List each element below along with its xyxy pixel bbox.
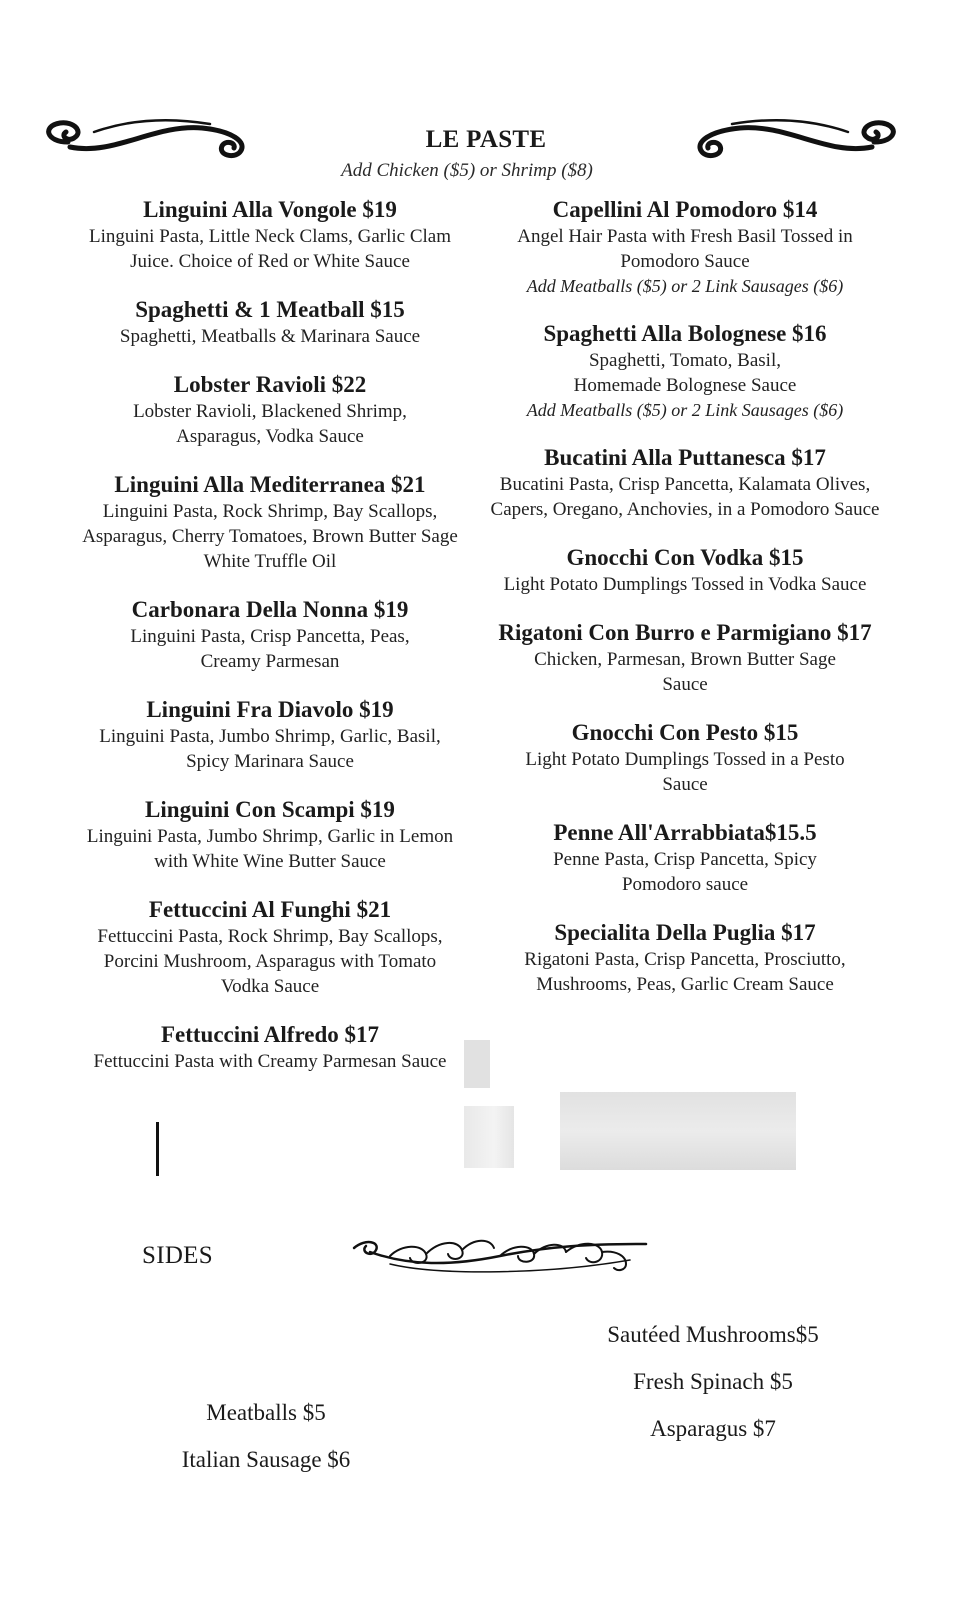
menu-item-description: Spaghetti, Meatballs & Marinara Sauce	[119, 326, 421, 347]
menu-item	[72, 371, 468, 449]
menu-item-name: Linguini Alla Mediterranea $21	[114, 472, 426, 497]
menu-item	[72, 896, 468, 999]
menu-item-addon-note: Add Meatballs ($5) or 2 Link Sausages ($6)	[526, 400, 844, 420]
menu-item	[72, 796, 468, 874]
menu-item-description: Linguini Pasta, Little Neck Clams, Garlic Clam Juice. Choice of Red or White Sauce	[89, 226, 451, 272]
menu-item-addon-note: Add Meatballs ($5) or 2 Link Sausages ($6)	[526, 276, 844, 296]
menu-item	[486, 919, 884, 997]
faded-background-image	[464, 1106, 514, 1168]
menu-item-description: Bucatini Pasta, Crisp Pancetta, Kalamata Olives, Capers, Oregano, Anchovies, in a Pomodoro Sauce	[490, 474, 880, 520]
menu-item-name: Linguini Con Scampi $19	[145, 797, 395, 822]
menu-item-name: Fettuccini Alfredo $17	[160, 1022, 380, 1047]
menu-item-name: Gnocchi Con Vodka $15	[566, 545, 804, 570]
faded-background-image	[464, 1040, 490, 1088]
menu-item	[72, 1021, 468, 1074]
menu-item-name: Fettuccini Al Funghi $21	[148, 897, 392, 922]
menu-item	[486, 619, 884, 697]
menu-item-description: Fettuccini Pasta with Creamy Parmesan Sauce	[93, 1051, 447, 1072]
menu-item	[486, 320, 884, 422]
section-subtitle: Add Chicken ($5) or Shrimp ($8)	[341, 160, 593, 181]
menu-item-description: Penne Pasta, Crisp Pancetta, Spicy Pomodoro sauce	[553, 849, 817, 895]
menu-item-description: Spaghetti, Tomato, Basil, Homemade Bolognese Sauce	[573, 350, 797, 396]
sides-list-left	[156, 1398, 376, 1492]
menu-item-description: Light Potato Dumplings Tossed in Vodka Sauce	[503, 574, 867, 595]
menu-item-name: Rigatoni Con Burro e Parmigiano $17	[498, 620, 872, 645]
menu-item	[72, 296, 468, 349]
menu-item-description: Angel Hair Pasta with Fresh Basil Tossed in Pomodoro Sauce	[517, 226, 853, 272]
menu-item	[486, 544, 884, 597]
side-item: Meatballs $5	[206, 1400, 326, 1425]
menu-item-name: Linguini Alla Vongole $19	[143, 197, 397, 222]
menu-item-name: Penne All'Arrabbiata$15.5	[553, 820, 817, 845]
menu-item-description: Chicken, Parmesan, Brown Butter Sage Sauce	[534, 649, 836, 695]
menu-item-name: Bucatini Alla Puttanesca $17	[544, 445, 826, 470]
menu-column-right	[486, 196, 884, 1019]
menu-item-name: Linguini Fra Diavolo $19	[146, 697, 394, 722]
sides-title: SIDES	[142, 1242, 213, 1269]
menu-item-description: Linguini Pasta, Rock Shrimp, Bay Scallops, Asparagus, Cherry Tomatoes, Brown Butter Sage White Truffle Oil	[82, 501, 458, 572]
menu-item	[72, 696, 468, 774]
menu-column-left	[72, 196, 468, 1096]
sides-list-right	[584, 1320, 842, 1461]
menu-item-name: Gnocchi Con Pesto $15	[571, 720, 799, 745]
menu-item	[72, 596, 468, 674]
menu-item-description: Linguini Pasta, Crisp Pancetta, Peas, Creamy Parmesan	[130, 626, 410, 672]
menu-item	[486, 819, 884, 897]
menu-item-name: Spaghetti Alla Bolognese $16	[543, 321, 827, 346]
menu-item	[72, 196, 468, 274]
menu-item	[486, 444, 884, 522]
faded-background-image	[560, 1092, 796, 1170]
section-title: LE PASTE	[425, 126, 547, 153]
menu-item	[486, 196, 884, 298]
menu-item	[72, 471, 468, 574]
menu-item-name: Lobster Ravioli $22	[173, 372, 367, 397]
menu-item-name: Specialita Della Puglia $17	[554, 920, 816, 945]
menu-item	[486, 719, 884, 797]
menu-item-name: Carbonara Della Nonna $19	[131, 597, 409, 622]
menu-item-description: Lobster Ravioli, Blackened Shrimp, Asparagus, Vodka Sauce	[133, 401, 407, 447]
flourish-divider-icon	[350, 1230, 652, 1278]
side-item: Italian Sausage $6	[181, 1447, 351, 1472]
side-item: Sautéed Mushrooms$5	[607, 1322, 819, 1347]
menu-item-name: Spaghetti & 1 Meatball $15	[135, 297, 405, 322]
menu-item-name: Capellini Al Pomodoro $14	[552, 197, 818, 222]
menu-item-description: Rigatoni Pasta, Crisp Pancetta, Prosciutto, Mushrooms, Peas, Garlic Cream Sauce	[524, 949, 846, 995]
menu-item-description: Linguini Pasta, Jumbo Shrimp, Garlic, Basil, Spicy Marinara Sauce	[99, 726, 441, 772]
menu-item-description: Linguini Pasta, Jumbo Shrimp, Garlic in Lemon with White Wine Butter Sauce	[86, 826, 454, 872]
menu-item-description: Light Potato Dumplings Tossed in a Pesto Sauce	[525, 749, 845, 795]
side-item: Fresh Spinach $5	[633, 1369, 793, 1394]
side-item: Asparagus $7	[650, 1416, 776, 1441]
vertical-rule	[156, 1122, 159, 1176]
menu-item-description: Fettuccini Pasta, Rock Shrimp, Bay Scallops, Porcini Mushroom, Asparagus with Tomato Vodka Sauce	[97, 926, 443, 997]
